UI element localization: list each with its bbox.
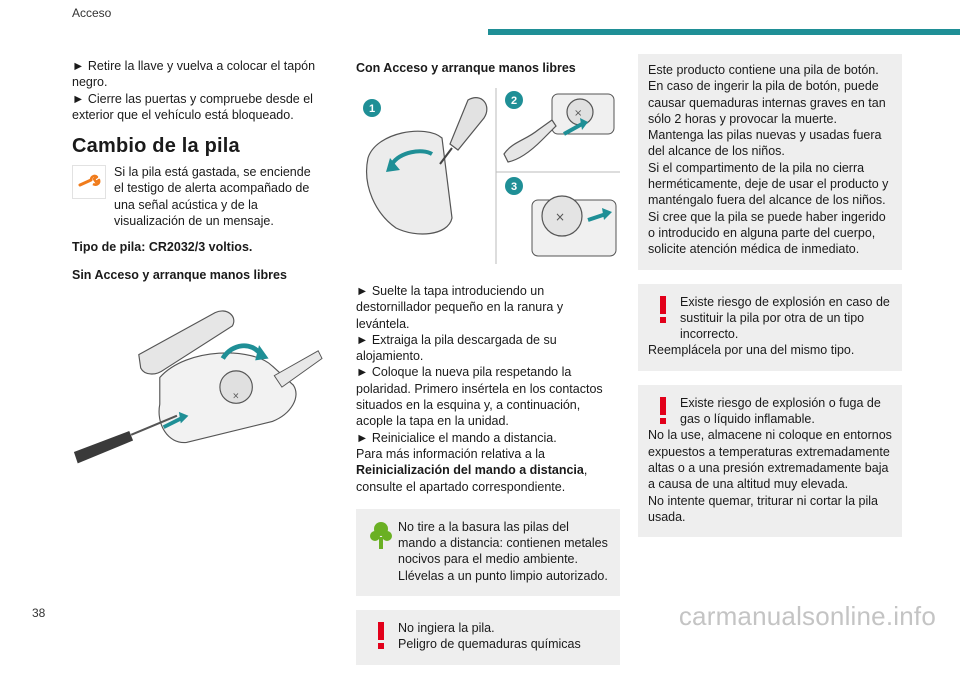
page-number: 38 <box>32 606 46 620</box>
box3-lead-text: Existe riesgo de explosión o fuga de gas o líquido inflamable. <box>680 395 881 427</box>
section-heading: Cambio de la pila <box>72 135 240 158</box>
screwdriver-handle <box>450 98 487 150</box>
box2-lead-text: Existe riesgo de explosión en caso de sustituir la pila por otra de un tipo incorrecto. <box>680 294 890 342</box>
explosion-leak-warning-box <box>638 385 902 537</box>
svg-text:×: × <box>232 391 240 402</box>
step-text: ► Extraiga la pila descargada de su alojamiento. <box>356 332 557 364</box>
step-text: ► Suelte la tapa introduciendo un destornillador pequeño en la ranura y levántela. <box>356 284 564 331</box>
red-exclamation-icon <box>652 296 674 326</box>
screwdriver <box>74 431 133 463</box>
red-exclamation-icon <box>370 622 392 652</box>
watermark-text: carmanualsonline.info <box>678 601 936 631</box>
battery-warning <box>72 164 322 229</box>
wrench-warning-icon <box>72 165 106 199</box>
box3-rest-text: No intente quemar, triturar ni cortar la pila usada. <box>648 493 878 524</box>
svg-text:×: × <box>574 108 583 119</box>
ingest-line-2: Peligro de quemaduras químicas <box>398 637 581 652</box>
more-info-text <box>356 446 620 495</box>
svg-text:×: × <box>555 210 566 224</box>
box1-line: Este producto contiene una pila de botón. <box>648 63 879 77</box>
ingest-line-1: No ingiera la pila. <box>398 621 495 636</box>
handsfree-steps <box>356 283 620 495</box>
column-2 <box>356 58 620 679</box>
key-blade <box>274 351 322 387</box>
column-3 <box>638 54 902 551</box>
more-info-prefix: Para más información relativa a la <box>356 446 545 461</box>
handsfree-battery-figure <box>356 88 620 264</box>
figure-label-1-text: 1 <box>368 103 376 115</box>
box1-line: Si cree que la pila se puede haber ingerido o introducido en alguna parte del cuerpo, solicite atención médica de inmediato. <box>648 209 886 257</box>
step-text: ► Retire la llave y vuelva a colocar el tapón negro. <box>72 59 316 90</box>
handsfree-fob-body <box>367 131 452 234</box>
figure-label-3-text: 3 <box>510 181 518 193</box>
step-text: ► Cierre las puertas y compruebe desde el exterior que el vehículo está bloqueado. <box>72 91 313 122</box>
battery-warning-text: Si la pila está gastada, se enciende el testigo de alerta acompañado de una señal acústica y de la visualización de un mensaje. <box>114 165 311 229</box>
box2-rest-text: Reemplácela por una del mismo tipo. <box>648 343 855 358</box>
eco-note-box <box>356 509 620 596</box>
more-info-suffix: , consulte el apartado correspondiente. <box>356 463 588 494</box>
more-info-link: Reinicialización del mando a distancia <box>356 463 584 478</box>
battery-type: Tipo de pila: CR2032/3 voltios. <box>72 240 253 255</box>
step-text: ► Reinicialice el mando a distancia. <box>356 430 557 445</box>
box3-rest-text: No la use, almacene ni coloque en entornos expuestos a temperaturas extremadamente altas o a una presión extremadamente baja a causa de una altitud muy elevada. <box>648 428 892 492</box>
explosion-type-warning-box <box>638 284 902 371</box>
box1-line: En caso de ingerir la pila de botón, puede causar quemaduras internas graves en tan sólo 2 horas y provocar la muerte. <box>648 79 886 126</box>
header-accent-bar <box>488 29 960 35</box>
button-cell-warning-box <box>638 54 902 270</box>
key-fob-battery-figure <box>72 305 322 473</box>
sub-heading-no-handsfree: Sin Acceso y arranque manos libres <box>72 268 287 283</box>
page-header-section: Acceso <box>72 6 112 20</box>
tree-eco-icon <box>370 521 392 551</box>
box1-line: Si el compartimento de la pila no cierra herméticamente, deje de usar el producto y manténgalo fuera del alcance de los niños. <box>648 160 889 208</box>
step-text: ► Coloque la nueva pila respetando la polaridad. Primero insértela en los contactos situados en la esquina y, a continuación, acople la tapa en la unidad. <box>356 365 603 429</box>
eco-note-text: No tire a la basura las pilas del mando a distancia: contienen metales nocivos para el medio ambiente. Llévelas a un punto limpio autorizado. <box>398 519 608 583</box>
column-1 <box>72 58 322 478</box>
box1-line: Mantenga las pilas nuevas y usadas fuera del alcance de los niños. <box>648 128 882 159</box>
red-exclamation-icon <box>652 397 674 427</box>
ingest-warning-box <box>356 610 620 665</box>
sub-heading-handsfree: Con Acceso y arranque manos libres <box>356 61 576 75</box>
screwdriver-panel2 <box>504 120 556 162</box>
figure-label-2-text: 2 <box>510 95 518 107</box>
